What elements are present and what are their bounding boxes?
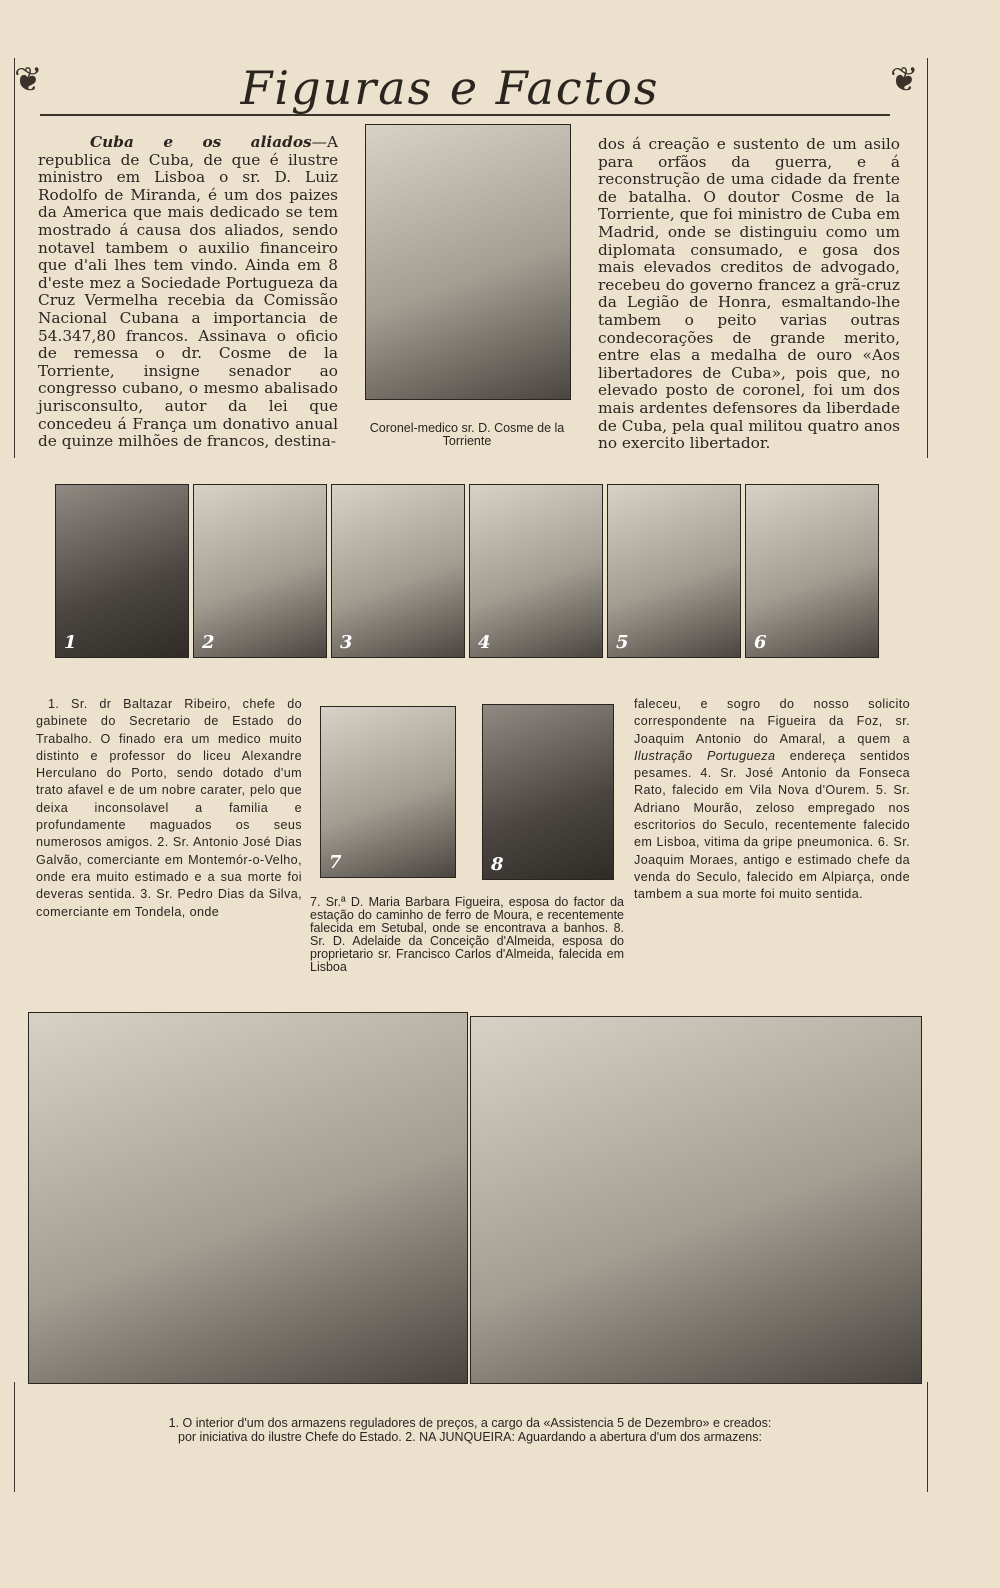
portrait-7: 7 (320, 706, 456, 878)
portrait-4: 4 (469, 484, 603, 658)
portrait-caption: Coronel-medico sr. D. Cosme de la Torriente (369, 421, 565, 448)
article-headline: Cuba e os aliados (90, 133, 312, 151)
ornament-right-icon: ❦ (890, 60, 919, 100)
page-title: Figuras e Factos (240, 61, 660, 115)
photo-junqueira-queue (470, 1016, 922, 1384)
portrait-1: 1 (55, 484, 189, 658)
portrait-5: 5 (607, 484, 741, 658)
photo-warehouse-interior (28, 1012, 468, 1384)
obituary-right: faleceu, e sogro do nosso solicito correspondente na Figueira da Foz, sr. Joaquim Antonio do Amaral, a quem a Ilustração Portugueza endereça sentidos pesames. 4. Sr. José Antonio da Fonseca Rato, falecido em Vila Nova d'Ourem. 5. Sr. Adriano Mourão, zeloso empregado nos escritorios do Seculo, recentemente falecido em Lisboa, vitima da gripe pneumonica. 6. Sr. Joaquim Moraes, antigo e estimado chefe da venda do Seculo, falecido em Alpiarça, onde tambem a sua morte foi muito sentida. (634, 697, 910, 902)
portrait-row (55, 484, 879, 658)
bottom-caption: 1. O interior d'um dos armazens reguladores de preços, a cargo da «Assistencia 5 de Dezembro» e creados: por iniciativa do ilustre Chefe do Estado. 2. NA JUNQUEIRA: Aguardando a abertura d'um dos armazens: (168, 1416, 772, 1444)
portrait-8: 8 (482, 704, 614, 880)
portrait-2: 2 (193, 484, 327, 658)
portrait-3: 3 (331, 484, 465, 658)
article-column-right: dos á creação e sustento de um asilo para orfãos da guerra, e á reconstrução de uma cidade da frente de batalha. O doutor Cosme de la Torriente, que foi ministro de Cuba em Madrid, onde se distinguiu como um diplomata consumado, e gosa dos mais elevados creditos de advogado, recebeu do governo francez a grã-cruz da Legião de Honra, esmaltando-lhe tambem o peito varias outras condecorações de grande merito, entre elas a medalha de ouro «Aos libertadores de Cuba», pois que, no elevado posto de coronel, foi um dos mais ardentes defensores da liberdade de Cuba, pela qual militou quatro anos no exercito libertador. (598, 135, 900, 453)
article-column-left (38, 134, 338, 451)
article-text-left: —A republica de Cuba, de que é ilustre ministro em Lisboa o sr. D. Luiz Rodolfo de Miranda, é um dos paizes da America que mais dedicado se tem mostrado á causa dos aliados, sendo notavel tambem o auxilio financeiro que d'ali lhes tem vindo. Ainda em 8 d'este mez a Sociedade Portugueza da Cruz Vermelha recebia da Comissão Nacional Cubana a importancia de 54.347,80 francos. Assinava o oficio de remessa o dr. Cosme de la Torriente, insigne senador ao congresso cubano, o mesmo abalisado jurisconsulto, autor da lei que concedeu á França um donativo anual de quinze milhões de francos, destina- (38, 133, 338, 451)
obituary-middle: 7. Sr.ª D. Maria Barbara Figueira, esposa do factor da estação do caminho de ferro de Moura, e recentemente falecida em Setubal, onde se encontrava a banhos. 8. Sr. D. Adelaide da Conceição d'Almeida, esposa do proprietario sr. Francisco Carlos d'Almeida, falecida em Lisboa (310, 895, 624, 974)
obituary-left: 1. Sr. dr Baltazar Ribeiro, chefe do gabinete do Secretario de Estado do Trabalho. O finado era um medico muito distinto e professor do liceu Alexandre Herculano do Porto, sendo dotado d'um trato afavel e de um nobre carater, pelo que deixa inconsolavel a familia e profundamente maguados os seus numerosos amigos. 2. Sr. Antonio José Dias Galvão, comerciante em Montemór-o-Velho, onde era muito estimado e a sua morte foi deveras sentida. 3. Sr. Pedro Dias da Silva, comerciante em Tondela, onde (36, 697, 302, 919)
portrait-6: 6 (745, 484, 879, 658)
portrait-torriente (365, 124, 571, 400)
ornament-left-icon: ❦ (14, 60, 43, 100)
